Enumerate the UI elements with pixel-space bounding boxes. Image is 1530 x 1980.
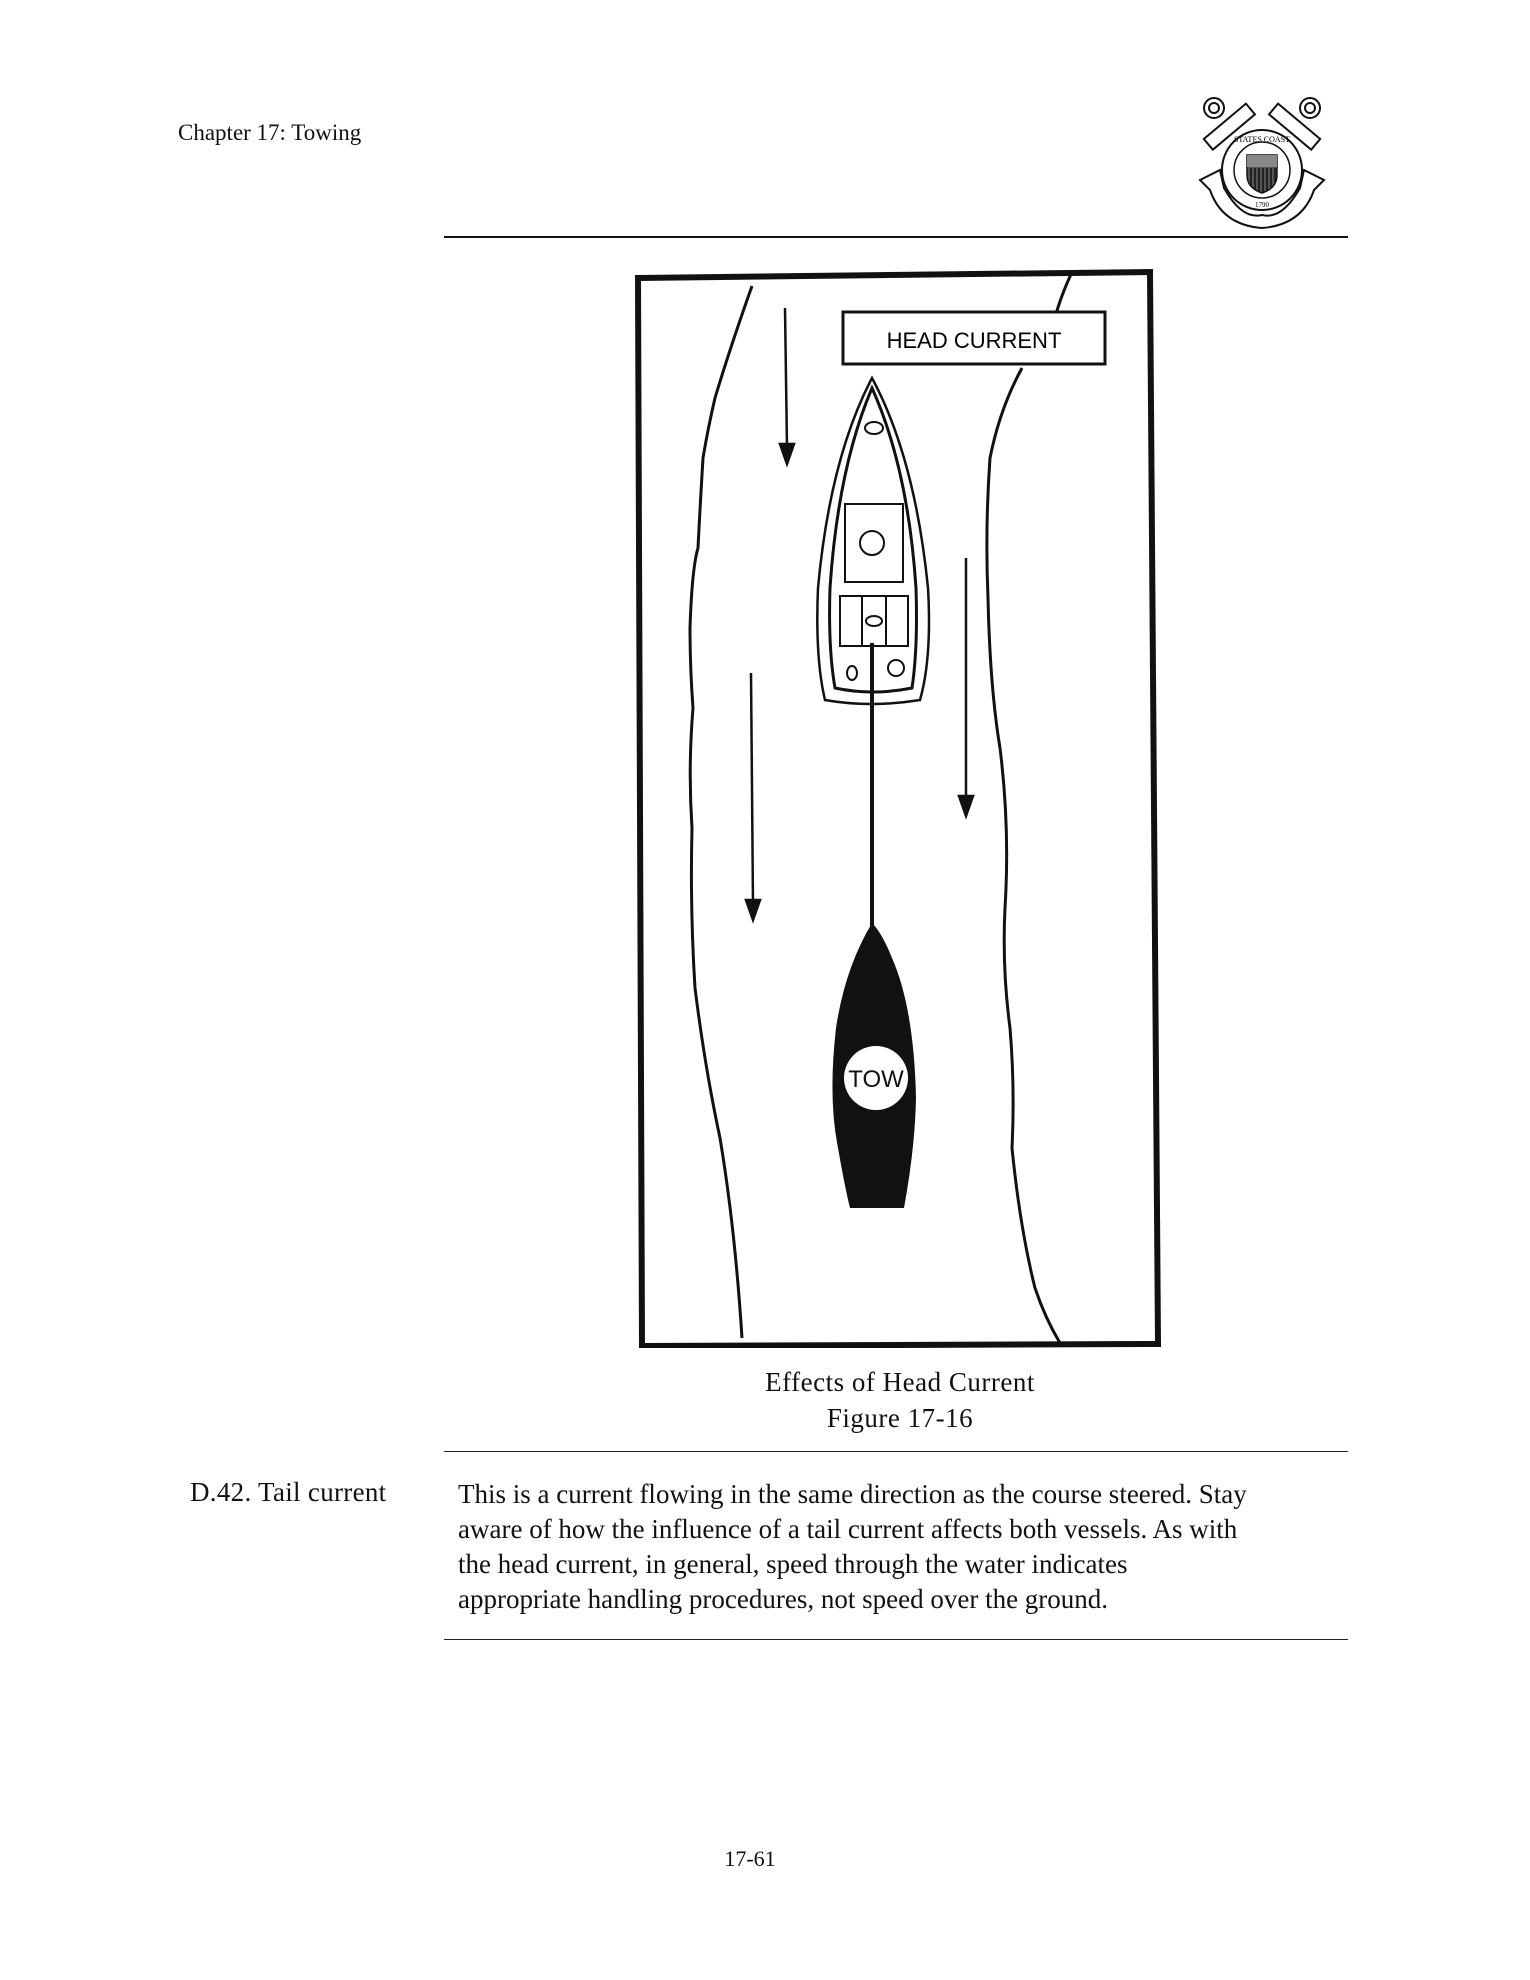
- caption-title: Effects of Head Current: [765, 1367, 1035, 1397]
- body-line: the head current, in general, speed through the water indicates: [458, 1549, 1128, 1579]
- svg-text:1790: 1790: [1255, 201, 1269, 209]
- head-current-label: HEAD CURRENT: [886, 328, 1062, 353]
- svg-text:STATES COAST: STATES COAST: [1233, 135, 1291, 144]
- tow-label: TOW: [848, 1066, 904, 1093]
- body-line: appropriate handling procedures, not speed over the ground.: [458, 1584, 1109, 1614]
- body-line: aware of how the influence of a tail current affects both vessels. As with: [458, 1514, 1238, 1544]
- head-current-figure: [630, 268, 1170, 1348]
- body-line: This is a current flowing in the same direction as the course steered. Stay: [458, 1479, 1247, 1509]
- page-number: 17-61: [724, 1846, 776, 1871]
- section-body: [458, 1477, 1338, 1617]
- chapter-title: Chapter 17: Towing: [178, 120, 362, 145]
- section-heading: D.42. Tail current: [190, 1477, 387, 1507]
- figure-caption: [600, 1364, 1200, 1436]
- section-divider-bottom: [444, 1639, 1348, 1640]
- header-divider: [444, 236, 1348, 238]
- section-divider-top: [444, 1451, 1348, 1452]
- caption-number: Figure 17-16: [826, 1403, 974, 1433]
- coast-guard-logo-icon: [1192, 90, 1332, 230]
